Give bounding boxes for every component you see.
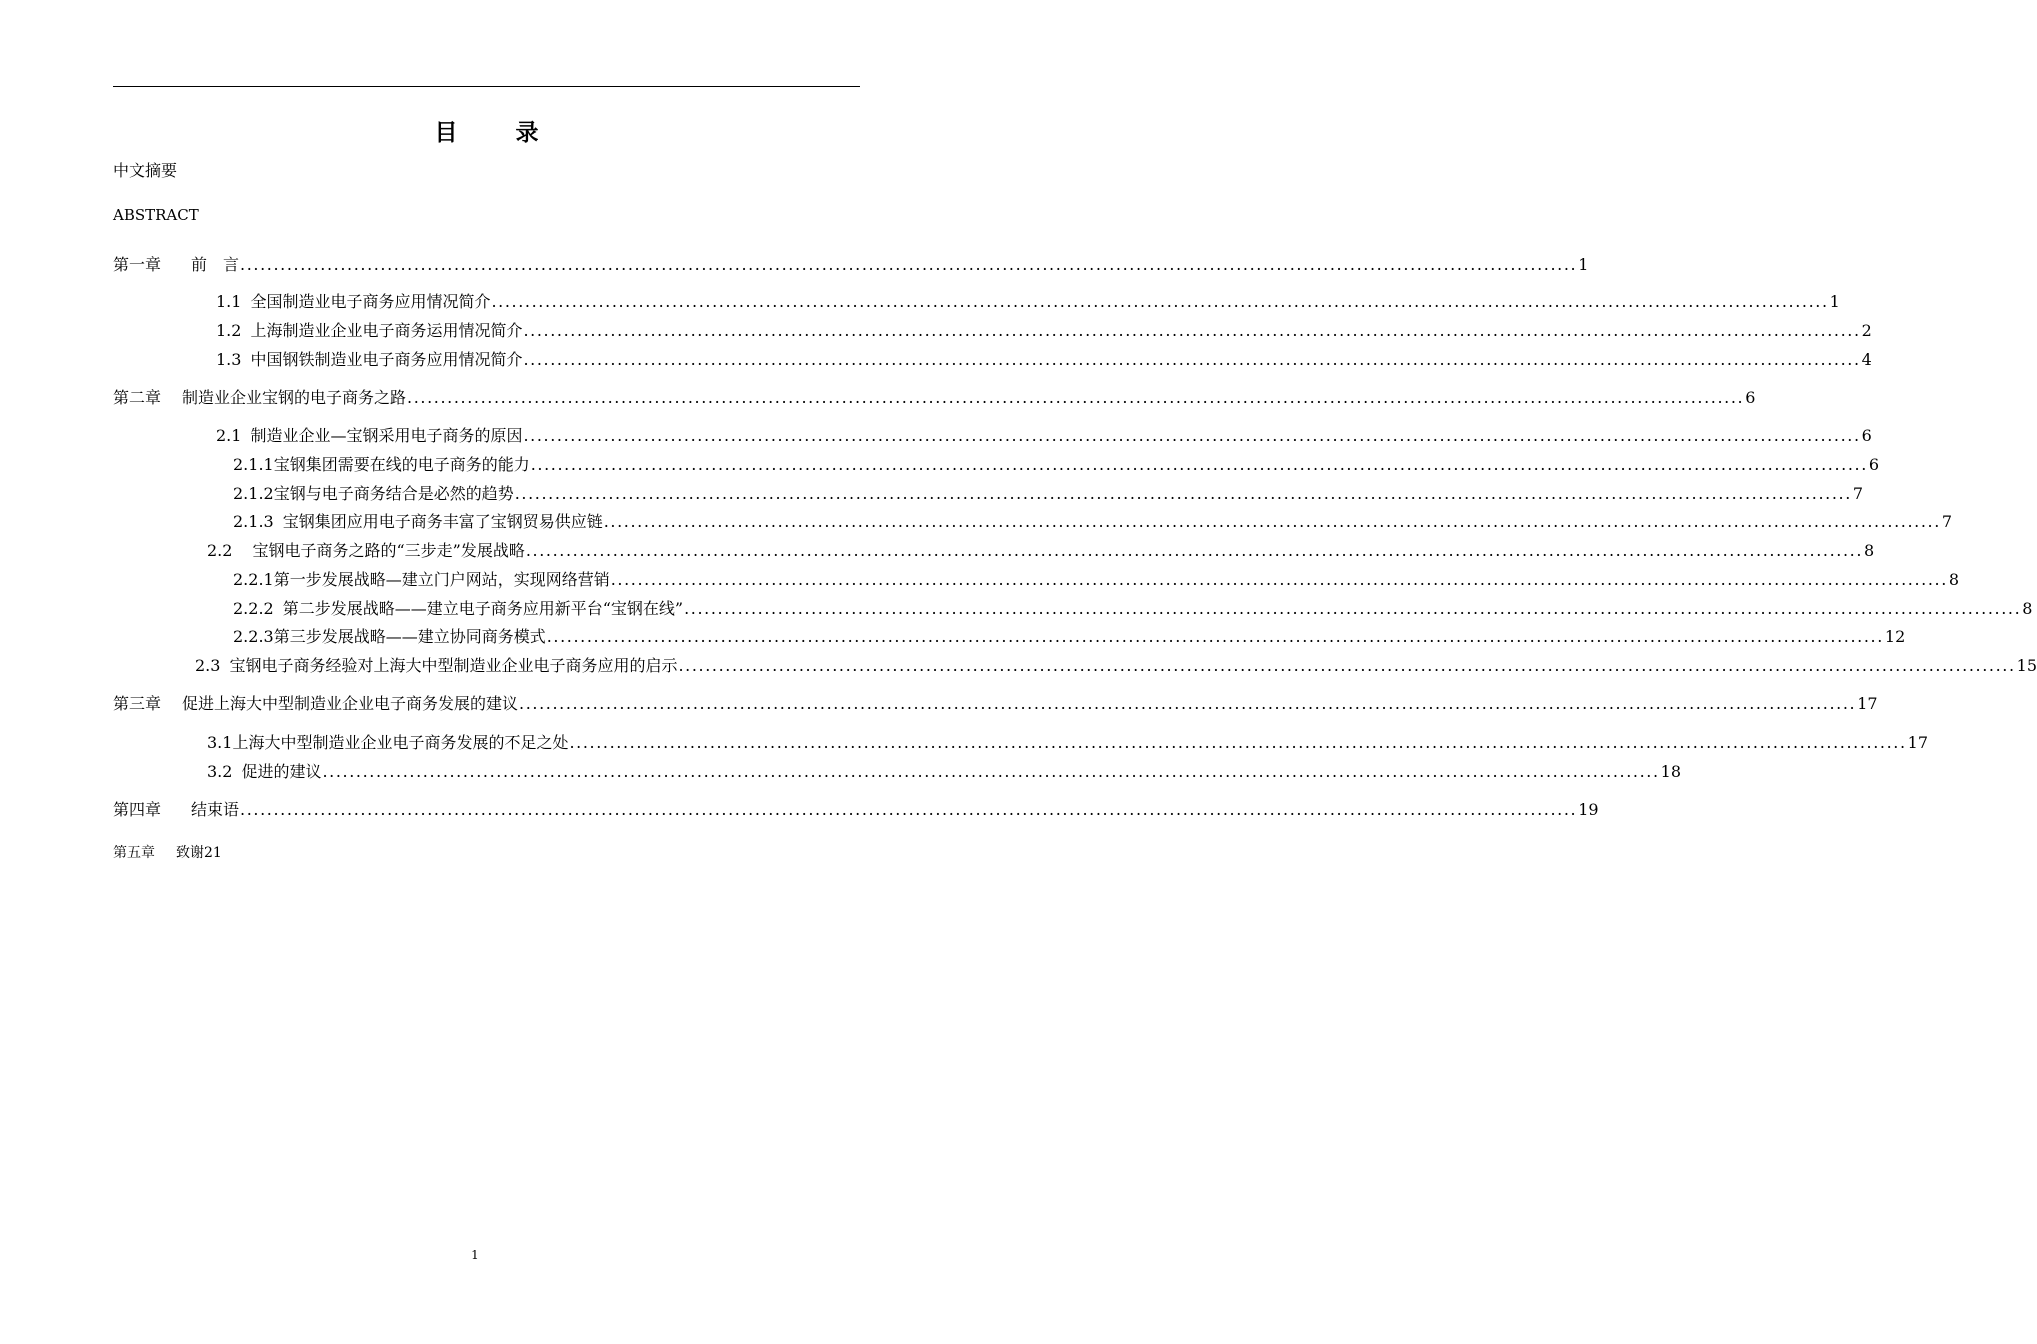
toc-page: 1	[1829, 292, 1840, 311]
toc-leader: ........................................................................................................................................................................................................	[525, 541, 1864, 560]
toc-number: 第二章	[113, 388, 162, 407]
toc-text: 第三步发展战略——建立协同商务模式	[273, 627, 546, 646]
toc-page: 12	[1884, 627, 1906, 646]
toc-text: 第一步发展战略—建立门户网站，实现网络营销	[273, 570, 610, 589]
toc-page: 8	[1948, 570, 1960, 589]
toc-entry[interactable]	[207, 733, 1929, 753]
toc-leader: ........................................................................................................................................................................................................	[240, 800, 1578, 819]
toc-entry[interactable]	[233, 599, 2033, 619]
toc-leader: ........................................................................................................................................................................................................	[523, 321, 1861, 340]
toc-text: 上海大中型制造业企业电子商务发展的不足之处	[232, 733, 569, 752]
toc-text: 第二步发展战略——建立电子商务应用新平台“宝钢在线”	[282, 599, 684, 618]
toc-number: 第四章	[113, 800, 162, 819]
toc-page: 2	[1861, 321, 1872, 340]
toc-leader: ........................................................................................................................................................................................................	[678, 656, 2016, 675]
toc-leader: ........................................................................................................................................................................................................	[603, 512, 1941, 531]
toc-page: 1	[1578, 255, 1589, 274]
toc-number: 2.3	[195, 656, 221, 675]
toc-number: 1.3	[216, 350, 242, 369]
page-title	[113, 114, 860, 147]
toc-text: 制造业企业宝钢的电子商务之路	[182, 388, 407, 407]
toc-leader: ........................................................................................................................................................................................................	[519, 694, 1857, 713]
toc-text: 前 言	[191, 255, 240, 274]
toc-entry[interactable]	[233, 512, 1953, 532]
toc-leader: ........................................................................................................................................................................................................	[610, 570, 1948, 589]
toc-text: 促进的建议	[241, 762, 322, 781]
toc-number: 第五章	[113, 845, 155, 861]
toc-leader: ........................................................................................................................................................................................................	[523, 350, 1861, 369]
toc-page: 7	[1852, 484, 1864, 503]
toc-entry[interactable]	[233, 627, 1906, 647]
toc-entry[interactable]	[195, 656, 2037, 676]
toc-number: 3.1	[207, 733, 233, 752]
toc-leader: ........................................................................................................................................................................................................	[569, 733, 1907, 752]
toc-number: 1.2	[216, 321, 242, 340]
toc-leader: ........................................................................................................................................................................................................	[240, 255, 1578, 274]
toc-leader: ........................................................................................................................................................................................................	[407, 388, 1745, 407]
toc-text: 宝钢集团应用电子商务丰富了宝钢贸易供应链	[282, 512, 603, 531]
toc-number: 2.1	[216, 426, 242, 445]
toc-number: 2.1.3	[233, 512, 274, 531]
toc-page: 6	[1861, 426, 1872, 445]
toc-leader: ........................................................................................................................................................................................................	[546, 627, 1884, 646]
toc-leader: ........................................................................................................................................................................................................	[684, 599, 2022, 618]
toc-number: 2.2.1	[233, 570, 274, 589]
toc-entry[interactable]	[113, 255, 1589, 275]
toc-text: 宝钢电子商务经验对上海大中型制造业企业电子商务应用的启示	[229, 656, 678, 675]
toc-text: 促进上海大中型制造业企业电子商务发展的建议	[182, 694, 519, 713]
page-number: 1	[471, 1248, 479, 1262]
toc-leader: ........................................................................................................................................................................................................	[491, 292, 1829, 311]
title-char-1: 目	[434, 120, 458, 146]
toc-entry[interactable]	[216, 426, 1872, 446]
toc-number: 第一章	[113, 255, 162, 274]
toc-page: 6	[1745, 388, 1756, 407]
toc-page: 4	[1861, 350, 1872, 369]
toc-entry[interactable]	[113, 388, 1756, 408]
toc-entry[interactable]	[233, 484, 1864, 504]
toc-text: 宝钢与电子商务结合是必然的趋势	[273, 484, 514, 503]
toc-entry[interactable]	[113, 694, 1878, 714]
toc-entry[interactable]	[207, 541, 1875, 561]
toc-number: 2.2.3	[233, 627, 274, 646]
front-matter-abstract-en[interactable]: ABSTRACT	[113, 206, 199, 224]
toc-entry[interactable]	[233, 570, 1960, 590]
toc-number: 2.1.1	[233, 455, 274, 474]
toc-number: 3.2	[207, 762, 233, 781]
toc-text: 结束语	[191, 800, 240, 819]
toc-page: 17	[1907, 733, 1929, 752]
toc-text: 全国制造业电子商务应用情况简介	[250, 292, 491, 311]
toc-leader: ........................................................................................................................................................................................................	[322, 762, 1660, 781]
toc-page: 6	[1868, 455, 1880, 474]
toc-leader: ........................................................................................................................................................................................................	[530, 455, 1868, 474]
toc-entry-last[interactable]	[113, 842, 222, 862]
header-rule	[113, 86, 860, 87]
toc-page: 8	[1864, 541, 1875, 560]
toc-number: 2.2.2	[233, 599, 274, 618]
toc-entry[interactable]	[216, 292, 1840, 312]
toc-entry[interactable]	[207, 762, 1682, 782]
toc-text: 宝钢集团需要在线的电子商务的能力	[273, 455, 530, 474]
toc-page: 17	[1857, 694, 1878, 713]
toc-page: 18	[1660, 762, 1682, 781]
toc-text: 中国钢铁制造业电子商务应用情况简介	[250, 350, 523, 369]
toc-page: 7	[1941, 512, 1953, 531]
toc-entry[interactable]	[113, 800, 1599, 820]
toc-leader: ........................................................................................................................................................................................................	[523, 426, 1861, 445]
toc-number: 1.1	[216, 292, 242, 311]
front-matter-abstract-cn[interactable]: 中文摘要	[113, 161, 178, 180]
toc-entry[interactable]	[233, 455, 1880, 475]
toc-text: 制造业企业—宝钢采用电子商务的原因	[250, 426, 523, 445]
title-char-2: 录	[515, 120, 539, 146]
toc-number: 第三章	[113, 694, 162, 713]
toc-text: 宝钢电子商务之路的“三步走”发展战略	[252, 541, 525, 560]
toc-number: 2.1.2	[233, 484, 274, 503]
toc-number: 2.2	[207, 541, 233, 560]
toc-entry[interactable]	[216, 321, 1872, 341]
toc-page: 15	[2016, 656, 2037, 675]
toc-page: 8	[2022, 599, 2033, 618]
toc-entry[interactable]	[216, 350, 1872, 370]
toc-text: 上海制造业企业电子商务运用情况简介	[250, 321, 523, 340]
toc-text: 致谢21	[176, 845, 222, 861]
toc-leader: ........................................................................................................................................................................................................	[514, 484, 1852, 503]
toc-page: 19	[1578, 800, 1599, 819]
